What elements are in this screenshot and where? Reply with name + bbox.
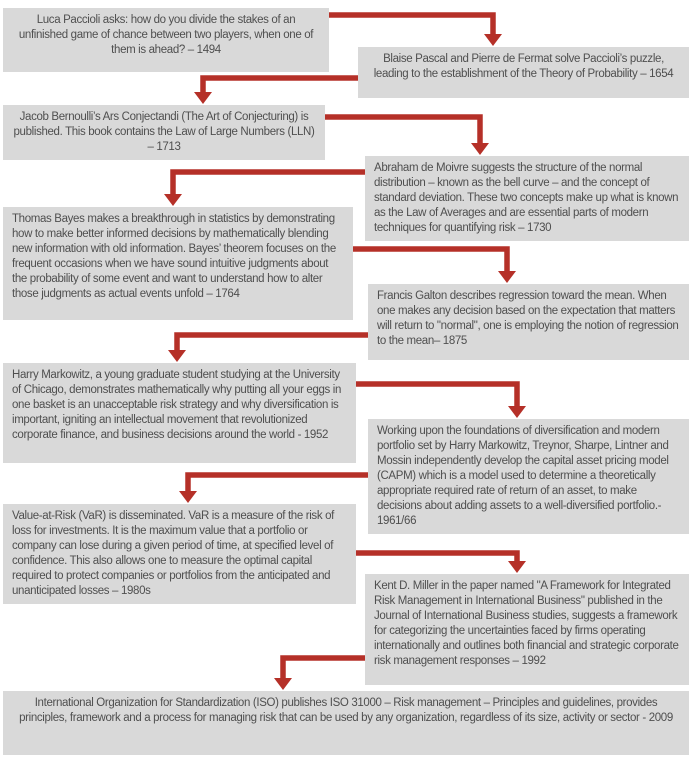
- event-text-1654: Blaise Pascal and Pierre de Fermat solve Paccioli’s puzzle, leading to the establishment of the Theory of Probability – 1654: [373, 53, 674, 80]
- event-text-1730: Abraham de Moivre suggests the structure of the normal distribution – known as the bell curve – and the concept of standard deviation. These two concepts make up what is known as the Law of Averages and are essential parts of modern techniques for quantifying risk – 1730: [374, 162, 679, 234]
- event-text-1992: Kent D. Miller in the paper named "A Framework for Integrated Risk Management in International Business" published in the Journal of International Business studies, suggests a framework for categorizing the uncertainties faced by firms operating internationally and outlines both financial and strategic corporate risk management responses – 1992: [374, 580, 679, 667]
- event-text-1764: Thomas Bayes makes a breakthrough in statistics by demonstrating how to make better informed decisions by mathematically blending new information with old information. Bayes’ theorem focuses on the frequent occasions when we have sound intuitive judgments about the probability of some event and want to understand how to alter those judgments as actual events unfold – 1764: [12, 213, 336, 300]
- flow-arrow-1494-1654: [329, 15, 502, 46]
- event-text-2009: International Organization for Standardization (ISO) publishes ISO 31000 – Risk management – Principles and guidelines, provides principles, framework and a process for managing risk that can be used by any organization, regardless of its size, activity or sector - 2009: [19, 697, 673, 724]
- event-text-1713: Jacob Bernoulli’s Ars Conjectandi (The Art of Conjecturing) is published. This book contains the Law of Large Numbers (LLN) – 1713: [13, 111, 315, 153]
- flow-arrow-1992-2009: [274, 658, 365, 690]
- event-box-1654: [358, 47, 689, 98]
- event-text-1980s: Value-at-Risk (VaR) is disseminated. VaR is a measure of the risk of loss for investments. It is the maximum value that a portfolio or company can lose during a given period of time, at specified level of confidence. This also allows one to measure the optimal capital required to protect companies or portfolios from the anticipated and unanticipated losses – 1980s: [12, 510, 334, 597]
- event-box-1961-66: [368, 419, 689, 534]
- event-box-1980s: [3, 504, 356, 604]
- event-box-1992: [365, 574, 689, 685]
- event-text-1961-66: Working upon the foundations of diversification and modern portfolio set by Harry Markowitz, Treynor, Sharpe, Lintner and Mossin independently develop the capital asset pricing model (CAPM) which is a model used to determine a theoretically appropriate required rate of return of an asset, to make decisions about adding assets to a well-diversified portfolio.- 1961/66: [377, 425, 669, 527]
- flow-arrow-1961-1980s: [179, 475, 368, 503]
- event-box-2009: [3, 691, 689, 755]
- event-box-1952: [3, 363, 356, 463]
- event-text-1952: Harry Markowitz, a young graduate student studying at the University of Chicago, demonstrates mathematically why putting all your eggs in one basket is an unacceptable risk strategy and why diversification is important, igniting an intellectual movement that revolutionized corporate finance, and business decisions around the world - 1952: [12, 369, 342, 441]
- event-box-1713: [3, 105, 325, 160]
- flow-arrow-1952-1961: [356, 384, 526, 418]
- event-text-1494: Luca Paccioli asks: how do you divide the stakes of an unfinished game of chance between two players, when one of them is ahead? – 1494: [18, 14, 314, 56]
- flow-arrow-1713-1730: [325, 117, 489, 155]
- event-box-1730: [365, 156, 689, 241]
- flow-arrow-1654-1713: [194, 78, 358, 104]
- flow-arrow-1980s-1992: [356, 553, 526, 573]
- flow-arrow-1764-1875: [353, 249, 516, 283]
- event-text-1875: Francis Galton describes regression toward the mean. When one makes any decision based on the expectation that matters will return to "normal", one is employing the notion of regression to the mean– 1875: [377, 290, 679, 347]
- event-box-1764: [3, 207, 353, 320]
- event-box-1875: [368, 284, 689, 360]
- flow-arrow-1875-1952: [168, 335, 368, 362]
- flow-arrow-1730-1764: [164, 172, 365, 206]
- event-box-1494: [3, 8, 329, 72]
